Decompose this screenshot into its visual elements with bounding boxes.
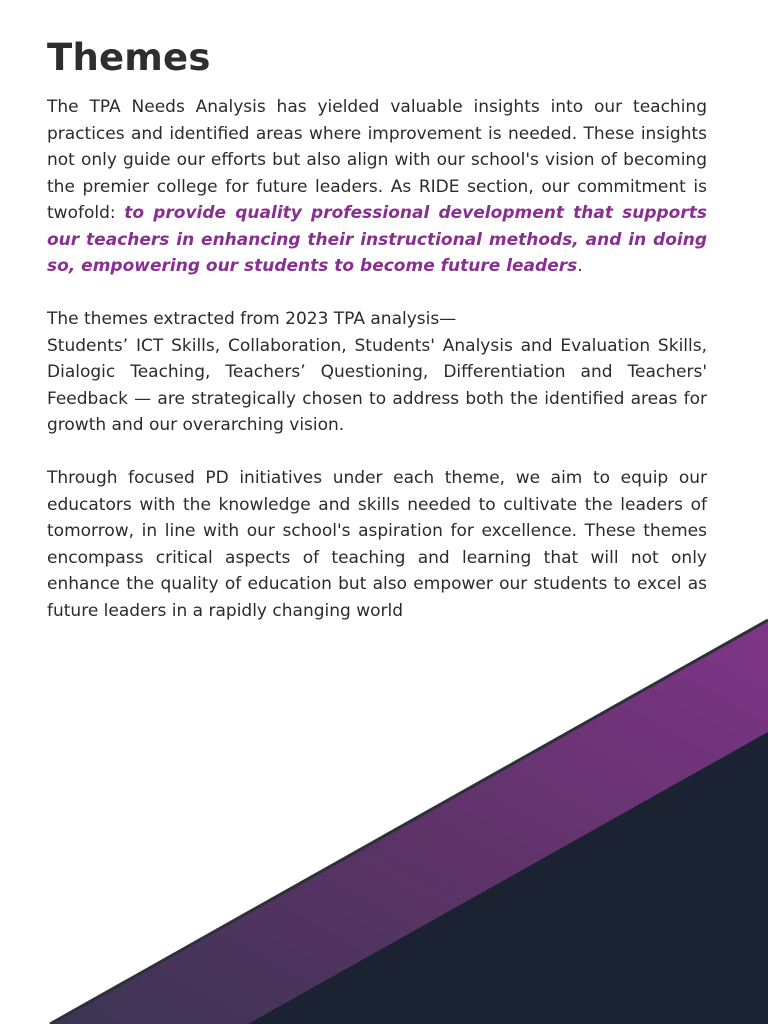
paragraph-intro — [47, 94, 707, 280]
intro-period: . — [577, 256, 583, 276]
paragraph-initiatives: Through focused PD initiatives under each theme, we aim to equip our educators with the knowledge and skills needed to cultivate the leaders of tomorrow, in line with our school's aspiration for excellence. These themes encompass critical aspects of teaching and learning that will not only enhance the quality of education but also empower our students to excel as future leaders in a rapidly changing world — [47, 468, 707, 621]
themes-lead-line: The themes extracted from 2023 TPA analysis— — [47, 309, 457, 329]
themes-list-text: Students’ ICT Skills, Collaboration, Students' Analysis and Evaluation Skills, Dialogic Teaching, Teachers’ Questioning, Differentiation and Teachers' Feedback — are strategically chosen to address both the identified areas for growth and our overarching vision. — [47, 335, 707, 435]
document-body — [47, 36, 707, 624]
intro-text: The TPA Needs Analysis has yielded valuable insights into our teaching practices and identified areas where improvement is needed. These insights not only guide our efforts but also align with our school's vision of becoming the premier college for future leaders. As RIDE section, our commitment is twofold: — [47, 97, 707, 223]
page-title: Themes — [47, 36, 211, 79]
paragraph-themes — [47, 306, 707, 439]
commitment-highlight: to provide quality professional development that supports our teachers in enhancing their instructional methods, and in doing so, empowering our students to become future leaders — [47, 203, 707, 276]
